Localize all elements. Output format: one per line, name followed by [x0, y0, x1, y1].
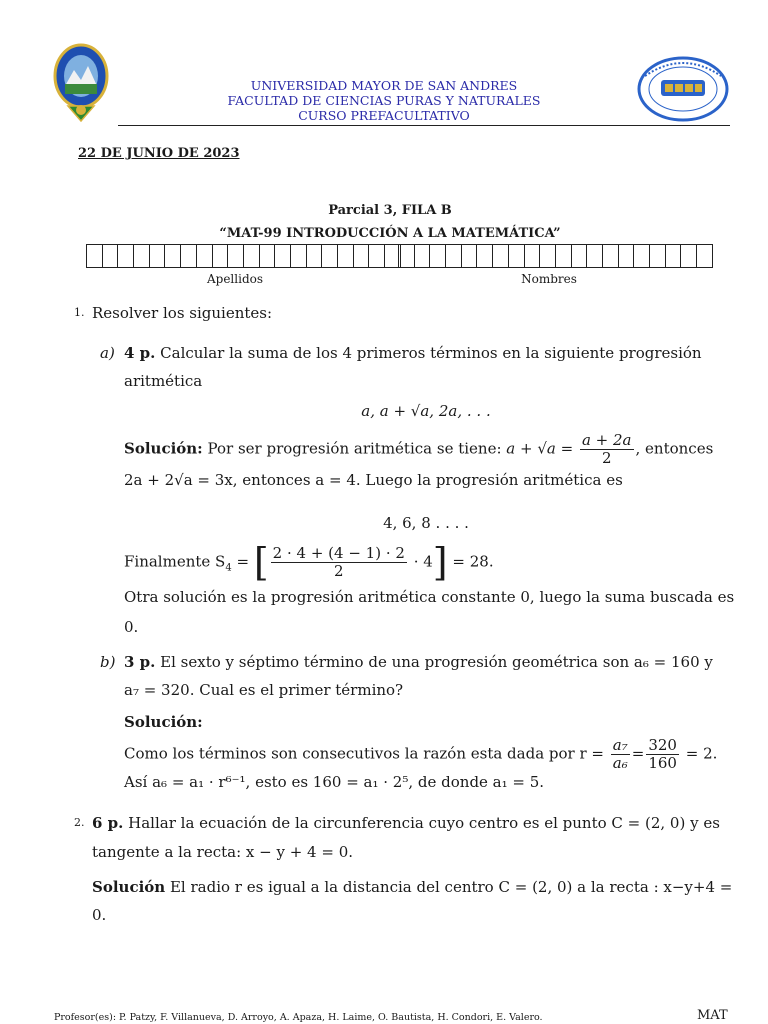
exam-title: Parcial 3, FILA B [328, 203, 452, 218]
frac-numerator: 2 · 4 + (4 − 1) · 2 [272, 544, 405, 562]
q2-text2: tangente a la recta: x − y + 4 = 0. [92, 843, 354, 861]
frac-denominator: 2 [601, 449, 612, 467]
surnames-label: Apellidos [206, 272, 264, 286]
footer-course-code: MAT [697, 1008, 728, 1023]
q1a-solution-line2: 2a + 2√a = 3x, entonces a = 4. Luego la progresión aritmética es [124, 471, 623, 489]
frac-numerator: 320 [648, 736, 677, 754]
q2-statement [92, 813, 736, 833]
q1a-solution-eq: a + √a = [506, 439, 574, 458]
q1b-solution-end: = 2. [685, 744, 718, 763]
q1a-points: 4 p. [124, 344, 156, 362]
q1a-progression: 4, 6, 8 . . . . [383, 514, 469, 532]
header-divider [118, 125, 730, 126]
q2-solution-line2: 0. [92, 906, 107, 924]
q1b-solution-text: Como los términos son consecutivos la razón esta dada por r = [124, 744, 604, 763]
exam-date: 22 DE JUNIO DE 2023 [78, 146, 240, 161]
fcpn-umsa-logo [637, 56, 729, 122]
q2-text1: Hallar la ecuación de la circunferencia cuyo centro es el punto C = (2, 0) y es [128, 814, 720, 832]
q2-solution-line1 [92, 877, 732, 897]
q1b-statement [124, 652, 734, 672]
faculty-name: FACULTAD DE CIENCIAS PURAS Y NATURALES [227, 93, 541, 108]
q1b-solution-label: Solución: [124, 713, 203, 731]
q1b-label: b) [100, 653, 116, 671]
q1a-statement [124, 343, 734, 363]
q1b-text1: El sexto y séptimo término de una progresión geométrica son a₆ = 160 y [160, 653, 713, 671]
q1a-text2: aritmética [124, 372, 203, 390]
course-name: CURSO PREFACULTATIVO [298, 108, 470, 123]
q1a-final-sub: 4 [225, 562, 232, 574]
q1a-final-eq: = [231, 552, 250, 571]
right-bracket: ] [432, 540, 448, 585]
q1a-final-prefix: Finalmente S [124, 552, 226, 571]
q1a-final-mul: · 4 [413, 552, 433, 571]
q1a-solution-then: , entonces [635, 439, 714, 458]
q1b-text2: a₇ = 320. Cual es el primer término? [124, 681, 404, 699]
q1a-sequence: a, a + √a, 2a, . . . [361, 402, 491, 420]
q1a-other1: Otra solución es la progresión aritmética constante 0, luego la suma buscada es [124, 588, 735, 606]
q1a-text1: Calcular la suma de los 4 primeros términos en la siguiente progresión [160, 344, 702, 362]
q1b-value-fraction [646, 737, 679, 772]
exam-subject: “MAT-99 INTRODUCCIÓN A LA MATEMÁTICA” [219, 226, 561, 241]
q1a-other2: 0. [124, 618, 139, 636]
q2-number: 2. [74, 816, 85, 829]
surname-boxes[interactable] [86, 244, 400, 268]
q1-number: 1. [74, 306, 85, 319]
q2-solution-label: Solución [92, 878, 166, 896]
q1b-solution-line2: Así a₆ = a₁ · r⁶⁻¹, esto es 160 = a₁ · 2⁵, de donde a₁ = 5. [124, 773, 545, 791]
q1b-ratio-fraction [611, 737, 630, 772]
q1a-solution-line1 [124, 432, 713, 467]
q1b-solution-line1: Como los términos son consecutivos la razón esta dada por r = $\frac{\text{a₇}}{\text{a₆}}$ = $\frac{320}{160}$ = 2. [124, 736, 718, 772]
q2-solution-text: El radio r es igual a la distancia del centro C = (2, 0) a la recta : x−y+4 = [169, 878, 733, 896]
q1-text: Resolver los siguientes: [92, 304, 273, 322]
frac-numerator: a₇ [612, 736, 628, 754]
footer-professors: Profesor(es): P. Patzy, F. Villanueva, D. Arroyo, A. Apaza, H. Laime, O. Bautista, H. Condori, E. Valero. [54, 1012, 543, 1023]
q1a-final-fraction [271, 545, 407, 580]
university-name: UNIVERSIDAD MAYOR DE SAN ANDRES [250, 78, 518, 93]
q1a-final-result: = 28. [452, 552, 494, 571]
q2-points: 6 p. [92, 814, 124, 832]
frac-numerator: a + 2a [581, 431, 632, 449]
q1a-solution-text: Por ser progresión aritmética se tiene: [207, 439, 502, 458]
names-label: Nombres [521, 272, 577, 286]
frac-denominator: a₆ [612, 754, 628, 772]
frac-denominator: 160 [648, 754, 677, 772]
q1a-solution-label: Solución: [124, 439, 203, 458]
frac-denominator: 2 [334, 562, 344, 580]
q1a-label: a) [100, 344, 115, 362]
q1a-final-line [124, 540, 494, 585]
q1a-solution-fraction [580, 432, 634, 467]
name-boxes[interactable] [398, 244, 712, 268]
q1b-points: 3 p. [124, 653, 156, 671]
left-bracket: [ [253, 540, 269, 585]
